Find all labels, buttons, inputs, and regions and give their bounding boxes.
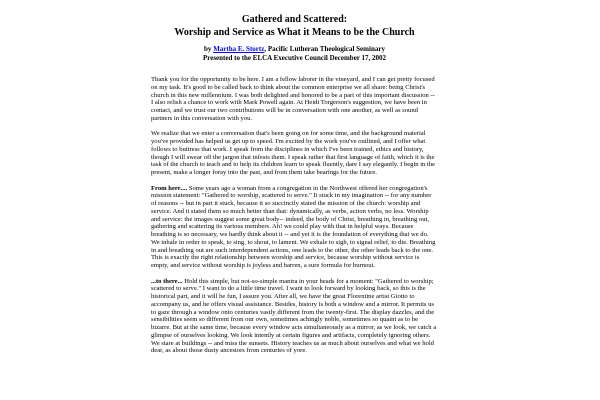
paragraph-3-text: Some years ago a woman from a congregation in the Northwest offered her congregation's mission statement: "Gathered to worship, scattered to serve." It stuck in my imagination -- for any number of reasons -- but in part it stuck, because it so succinctly stated the mission of the church: worship and service. And it stated them so much better than that: dynamically, as verbs, action verbs, no less. Worship and service: the images suggest some great body-- indeed, the body of Christ, breathing in, breathing out, gathering and scattering its various members. Ah! we could play with that in helpful ways. Because breathing is so necessary, we hardly think about it -- and yet it is the foundation of everything that we do. We inhale in order to speak, to sing, to shout, to lament. We exhale to sigh, to signal relief, to die. Breathing in and breathing out are such interdependent actions, one leads to the other, the other leads back to the one. This is exactly the right relationship between worship and service, because worship without service is empty, and service without worship is joyless and barren, a sure formula for burnout. xyxy=(151,184,436,269)
presented-line: Presented to the ELCA Executive Council December 17, 2002 xyxy=(202,54,387,62)
paragraph-1 xyxy=(151,76,438,123)
byline-prefix: by xyxy=(204,45,214,53)
page-title xyxy=(151,13,438,39)
paragraph-2-text: We realize that we enter a conversation that's been going on for some time, and the background material you've provided has helped us get up to speed. I'm excited by the work you've outlined, and I offer what follows to buttress that work. I speak from the disciplines in which I've been trained, ethics and history, though I will swear off the jargon that infests them. I speak rather that first language of faith, which it is the task of the church to teach and to help its children learn to speak fluently, dare I say elegantly. I begin in the present, make a longer foray into the past, and from them take bearings for the future. xyxy=(151,130,436,176)
byline xyxy=(151,45,438,54)
paragraph-4-lead: ...to there... xyxy=(151,277,185,285)
paragraph-4 xyxy=(151,278,438,356)
paragraph-4-text: Hold this simple, but not-so-simple mantra in your heads for a moment: "Gathered to worship; scattered to serve." I want to do a little time travel. I want to look forward by looking back, so this is the historical part, and it will be fun, I assure you. After all, we have the great Florentine artist Giotto to accompany us, and he offers visual assistance. Besides, history is both a window and a mirror. It permits us to gaze through a window onto centuries vastly different from the twenty-first. The display dazzles, and the sensibilities seem so different from our own, sometimes achingly noble, sometimes so quaint as to be bizarre. But at the same time, because every window acts simultaneously as a mirror, as we look, we catch a glimpse of ourselves looking. We look intently at certain figures and artifacts, completely ignoring others. We stare at buildings -- and miss the sunsets. History teaches us as much about ourselves and what we hold dear, as about those dusty ancestors from centuries of yore. xyxy=(151,277,437,355)
byline-suffix: , Pacific Lutheran Theological Seminary xyxy=(264,45,385,53)
content-column xyxy=(151,0,438,355)
author-link[interactable]: Martha E. Stortz xyxy=(213,45,265,53)
byline-block xyxy=(151,45,438,63)
document-body xyxy=(151,76,438,355)
paragraph-3-lead: From here.... xyxy=(151,184,189,192)
title-line-1: Gathered and Scattered: xyxy=(241,14,348,25)
paragraph-3 xyxy=(151,185,438,270)
title-line-2: Worship and Service as What it Means to be the Church xyxy=(174,27,415,38)
paragraph-2 xyxy=(151,130,438,177)
paragraph-1-text: Thank you for the opportunity to be here. I am a fellow laborer in the vineyard, and I can get pretty focused on my task. It's good to be called back to think about the common enterprise we all share: being Christ's church in this new millennium. I was both delighted and honored to be a part of this important discussion -- I also relish a chance to work with Mark Powell again. At Heidi Torgerson's suggestion, we have been in contact, and we trust our two contributions will be in conversation with one another, as well as sound partners in this conversation with you. xyxy=(151,76,435,122)
